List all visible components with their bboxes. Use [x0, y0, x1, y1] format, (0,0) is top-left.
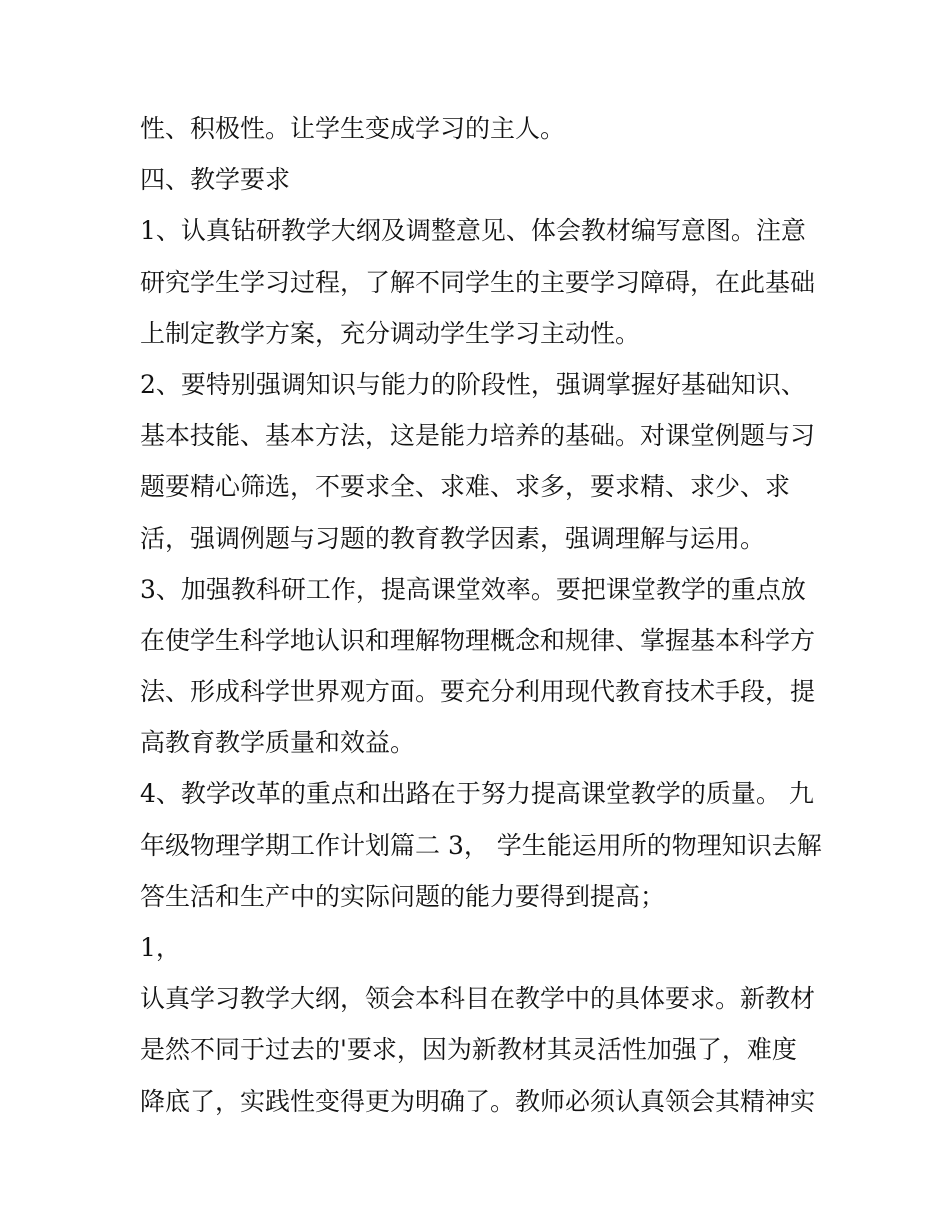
text-line: 法、形成科学世界观方面。要充分利用现代教育技术手段，提 [140, 677, 816, 707]
text-line: 答生活和生产中的实际问题的能力要得到提高； [140, 881, 666, 911]
text-line: 活，强调例题与习题的教育教学因素，强调理解与运用。 [140, 523, 766, 553]
text-line: 性、积极性。让学生变成学习的主人。 [140, 114, 566, 143]
text-line: 高教育教学质量和效益。 [140, 728, 416, 758]
text-line: 研究学生学习过程，了解不同学生的主要学习障碍，在此基础 [140, 267, 816, 297]
text-line: 4、教学改革的重点和出路在于努力提高课堂教学的质量。 九 [140, 779, 814, 809]
section-heading: 四、教学要求 [140, 165, 291, 195]
text-line: 1、认真钻研教学大纲及调整意见、体会教材编写意图。注意 [140, 216, 806, 246]
text-line: 认真学习教学大纲，领会本科目在教学中的具体要求。新教材 [140, 984, 816, 1014]
text-line: 年级物理学期工作计划篇二 3， 学生能运用所的物理知识去解 [140, 830, 822, 860]
text-line: 上制定教学方案，充分调动学生学习主动性。 [140, 318, 641, 348]
text-line: 2、要特别强调知识与能力的阶段性，强调掌握好基础知识、 [140, 369, 806, 399]
text-line: 是然不同于过去的'要求，因为新教材其灵活性加强了，难度 [140, 1035, 797, 1065]
text-line: 降底了，实践性变得更为明确了。教师必须认真领会其精神实 [140, 1086, 816, 1116]
text-line: 基本技能、基本方法，这是能力培养的基础。对课堂例题与习 [140, 421, 816, 451]
document-body [140, 103, 830, 1127]
text-line: 3、加强教科研工作，提高课堂效率。要把课堂教学的重点放 [140, 574, 806, 604]
text-line: 1， [140, 933, 181, 962]
text-line: 题要精心筛选，不要求全、求难、求多，要求精、求少、求 [140, 472, 791, 502]
text-line: 在使学生科学地认识和理解物理概念和规律、掌握基本科学方 [140, 625, 816, 655]
